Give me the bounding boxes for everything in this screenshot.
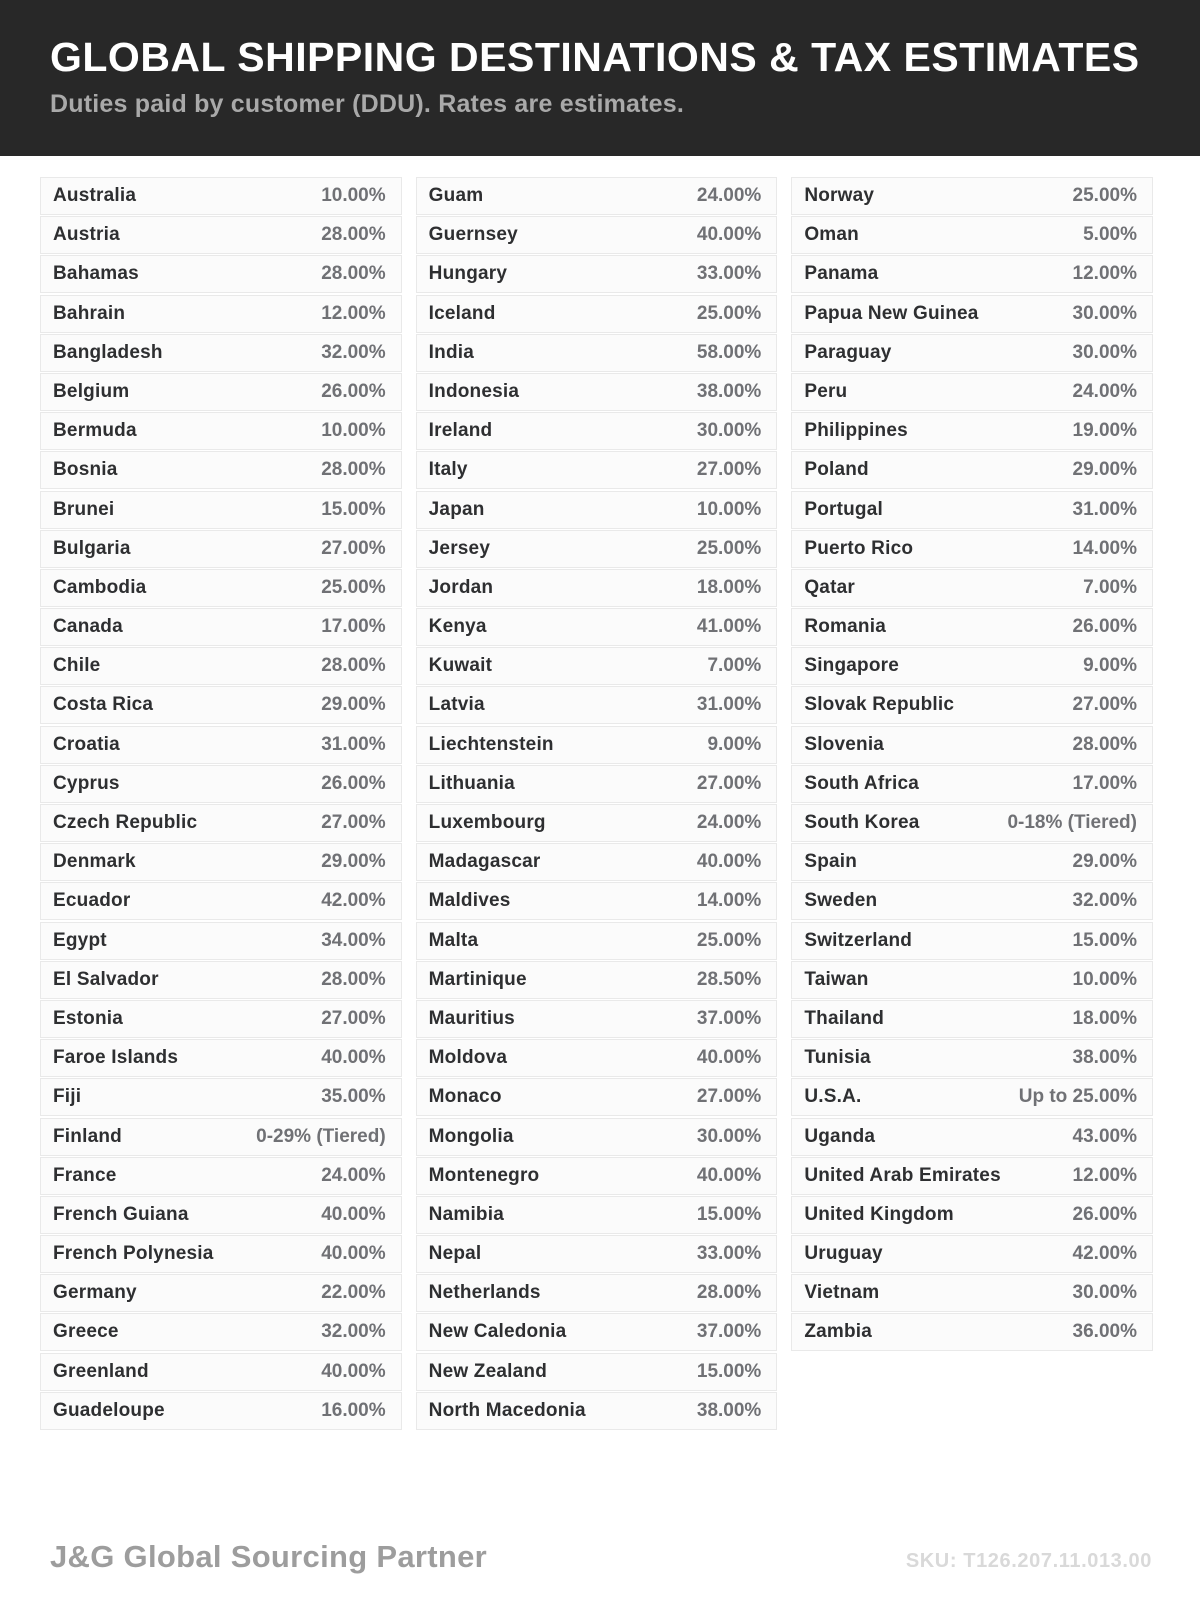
country-name: Qatar bbox=[804, 576, 855, 598]
table-row bbox=[40, 1313, 402, 1351]
tax-rate: 32.00% bbox=[1072, 890, 1137, 912]
tax-rate: 34.00% bbox=[321, 929, 386, 951]
page-footer bbox=[50, 1539, 1152, 1575]
country-name: Zambia bbox=[804, 1321, 873, 1343]
tax-rate: 26.00% bbox=[1072, 1203, 1137, 1225]
tax-rate: 38.00% bbox=[696, 1399, 762, 1421]
country-name: Mauritius bbox=[428, 1007, 515, 1029]
table-row bbox=[416, 569, 778, 607]
page-header bbox=[0, 0, 1200, 156]
table-row bbox=[40, 1118, 402, 1156]
tax-rate: 27.00% bbox=[696, 772, 762, 794]
table-row bbox=[416, 1196, 778, 1234]
table-row bbox=[416, 216, 778, 254]
tax-rate: 25.00% bbox=[696, 302, 762, 324]
rate-column-1 bbox=[40, 177, 402, 1431]
country-name: Faroe Islands bbox=[53, 1047, 179, 1069]
country-name: Sweden bbox=[804, 890, 878, 912]
table-row bbox=[416, 255, 778, 293]
tax-rate: 40.00% bbox=[321, 1047, 386, 1069]
table-row bbox=[40, 686, 402, 724]
tax-rate: 41.00% bbox=[696, 616, 762, 638]
tax-rate: 40.00% bbox=[321, 1243, 386, 1265]
country-name: Namibia bbox=[428, 1203, 504, 1225]
table-row bbox=[40, 177, 402, 215]
tax-rate: 33.00% bbox=[696, 263, 762, 285]
country-name: Bahamas bbox=[53, 263, 139, 285]
country-name: Germany bbox=[53, 1282, 137, 1304]
country-name: Iceland bbox=[428, 302, 496, 324]
tax-rate: 12.00% bbox=[1072, 263, 1137, 285]
country-name: Philippines bbox=[804, 420, 908, 442]
tax-rate: 31.00% bbox=[696, 694, 762, 716]
tax-rate: 31.00% bbox=[1072, 498, 1137, 520]
sku-label: SKU: T126.207.11.013.00 bbox=[905, 1550, 1152, 1572]
tax-rate: Up to 25.00% bbox=[1018, 1086, 1137, 1108]
country-name: Hungary bbox=[428, 263, 508, 285]
table-row bbox=[791, 1118, 1153, 1156]
table-row bbox=[40, 1392, 402, 1430]
tax-rate: 25.00% bbox=[696, 929, 762, 951]
table-row bbox=[40, 843, 402, 881]
tax-rate: 27.00% bbox=[696, 459, 762, 481]
table-row bbox=[416, 1392, 778, 1430]
tax-rate: 40.00% bbox=[696, 851, 762, 873]
table-row bbox=[40, 1196, 402, 1234]
table-row bbox=[416, 1235, 778, 1273]
country-name: Switzerland bbox=[804, 929, 913, 951]
table-row bbox=[416, 1000, 778, 1038]
table-row bbox=[791, 843, 1153, 881]
country-name: El Salvador bbox=[53, 968, 159, 990]
country-name: Maldives bbox=[428, 890, 511, 912]
tax-rate: 31.00% bbox=[321, 733, 386, 755]
tax-rate: 25.00% bbox=[321, 576, 386, 598]
country-name: Canada bbox=[53, 616, 123, 638]
country-name: Montenegro bbox=[428, 1164, 540, 1186]
brand-name: J&G Global Sourcing Partner bbox=[50, 1539, 488, 1574]
country-name: Taiwan bbox=[804, 968, 869, 990]
table-row bbox=[40, 1274, 402, 1312]
country-name: South Africa bbox=[804, 772, 919, 794]
tax-rate: 12.00% bbox=[321, 302, 386, 324]
tax-rate: 40.00% bbox=[696, 1164, 762, 1186]
tax-rate: 26.00% bbox=[321, 380, 386, 402]
tax-rate: 40.00% bbox=[321, 1203, 386, 1225]
country-name: Kuwait bbox=[428, 655, 493, 677]
country-name: Jersey bbox=[428, 537, 491, 559]
tax-rate: 14.00% bbox=[1072, 537, 1137, 559]
table-row bbox=[40, 334, 402, 372]
country-name: Italy bbox=[428, 459, 468, 481]
tax-rate: 29.00% bbox=[321, 694, 386, 716]
country-name: Tunisia bbox=[804, 1047, 871, 1069]
country-name: Croatia bbox=[53, 733, 120, 755]
country-name: India bbox=[428, 341, 474, 363]
table-row bbox=[40, 412, 402, 450]
page-subtitle: Duties paid by customer (DDU). Rates are estimates. bbox=[50, 90, 685, 118]
country-name: Guadeloupe bbox=[53, 1399, 165, 1421]
country-name: Costa Rica bbox=[53, 694, 154, 716]
tax-rate: 5.00% bbox=[1083, 224, 1137, 246]
tax-rate: 27.00% bbox=[1072, 694, 1137, 716]
country-name: Guam bbox=[428, 185, 484, 206]
table-row bbox=[791, 569, 1153, 607]
table-row bbox=[40, 1157, 402, 1195]
country-name: Japan bbox=[428, 498, 485, 520]
table-row bbox=[416, 608, 778, 646]
tax-rate: 30.00% bbox=[1072, 341, 1137, 363]
table-row bbox=[416, 1274, 778, 1312]
tax-rate: 10.00% bbox=[1072, 968, 1137, 990]
tax-rate: 15.00% bbox=[696, 1360, 762, 1382]
table-row bbox=[416, 961, 778, 999]
table-row bbox=[791, 373, 1153, 411]
country-name: New Caledonia bbox=[428, 1321, 567, 1343]
country-name: Slovak Republic bbox=[804, 694, 955, 716]
country-name: Belgium bbox=[53, 380, 130, 402]
country-name: Bosnia bbox=[53, 459, 118, 481]
tax-rate: 30.00% bbox=[1072, 1282, 1137, 1304]
country-name: Denmark bbox=[53, 851, 136, 873]
tax-rate: 37.00% bbox=[696, 1321, 762, 1343]
country-name: Cambodia bbox=[53, 576, 147, 598]
tax-rate: 0-18% (Tiered) bbox=[1007, 812, 1137, 833]
tax-rate: 24.00% bbox=[696, 185, 762, 206]
country-name: Austria bbox=[53, 224, 120, 246]
country-name: Malta bbox=[428, 929, 479, 951]
tax-rate: 24.00% bbox=[321, 1164, 386, 1186]
country-name: Singapore bbox=[804, 655, 900, 677]
table-row bbox=[416, 295, 778, 333]
country-name: French Polynesia bbox=[53, 1243, 214, 1265]
tax-rate: 10.00% bbox=[696, 498, 762, 520]
table-row bbox=[40, 255, 402, 293]
country-name: Egypt bbox=[53, 929, 107, 951]
rate-column-2 bbox=[416, 177, 778, 1431]
country-name: Thailand bbox=[804, 1007, 885, 1029]
table-row bbox=[40, 1235, 402, 1273]
table-row bbox=[791, 1196, 1153, 1234]
country-name: Puerto Rico bbox=[804, 537, 914, 559]
country-name: Romania bbox=[804, 616, 886, 638]
table-row bbox=[791, 765, 1153, 803]
table-row bbox=[791, 1313, 1153, 1351]
country-name: Estonia bbox=[53, 1007, 124, 1029]
country-name: Bermuda bbox=[53, 420, 137, 442]
tax-rate: 17.00% bbox=[321, 616, 386, 638]
tax-rate: 15.00% bbox=[1072, 929, 1137, 951]
table-row bbox=[40, 1353, 402, 1391]
tax-rate: 17.00% bbox=[1072, 772, 1137, 794]
rate-column-3 bbox=[791, 177, 1153, 1353]
table-row bbox=[40, 726, 402, 764]
table-row bbox=[40, 569, 402, 607]
table-row bbox=[791, 686, 1153, 724]
tax-rate: 28.00% bbox=[321, 224, 386, 246]
table-row bbox=[40, 373, 402, 411]
tax-rate: 26.00% bbox=[321, 772, 386, 794]
table-row bbox=[40, 1039, 402, 1077]
table-row bbox=[791, 1157, 1153, 1195]
tax-rate: 7.00% bbox=[1083, 576, 1137, 598]
table-row bbox=[791, 922, 1153, 960]
country-name: Indonesia bbox=[428, 380, 520, 402]
country-name: Paraguay bbox=[804, 341, 892, 363]
tax-rate: 27.00% bbox=[696, 1086, 762, 1108]
table-row bbox=[791, 491, 1153, 529]
table-row bbox=[40, 451, 402, 489]
tax-rate: 27.00% bbox=[321, 1007, 386, 1029]
country-name: Peru bbox=[804, 380, 848, 402]
tax-rate: 30.00% bbox=[1072, 302, 1137, 324]
tax-rate: 16.00% bbox=[321, 1399, 386, 1421]
tax-rate: 32.00% bbox=[321, 341, 386, 363]
tax-rate: 12.00% bbox=[1072, 1164, 1137, 1186]
country-name: Greenland bbox=[53, 1360, 149, 1382]
country-name: Netherlands bbox=[428, 1282, 541, 1304]
tax-rate: 7.00% bbox=[707, 655, 762, 677]
table-row bbox=[791, 530, 1153, 568]
table-row bbox=[416, 1118, 778, 1156]
table-row bbox=[40, 216, 402, 254]
country-name: Liechtenstein bbox=[428, 733, 554, 755]
country-name: South Korea bbox=[804, 812, 920, 833]
tax-rate: 28.50% bbox=[696, 968, 762, 990]
country-name: Brunei bbox=[53, 498, 115, 520]
country-name: United Kingdom bbox=[804, 1203, 954, 1225]
country-name: Monaco bbox=[428, 1086, 502, 1108]
tax-rate: 18.00% bbox=[696, 576, 762, 598]
country-name: Portugal bbox=[804, 498, 883, 520]
country-name: Nepal bbox=[428, 1243, 482, 1265]
country-name: Fiji bbox=[53, 1086, 82, 1108]
tax-rate: 33.00% bbox=[696, 1243, 762, 1265]
tax-rate: 28.00% bbox=[321, 968, 386, 990]
country-name: France bbox=[53, 1164, 117, 1186]
table-row bbox=[791, 1274, 1153, 1312]
country-name: Moldova bbox=[428, 1047, 508, 1069]
table-row bbox=[40, 530, 402, 568]
tax-rate: 24.00% bbox=[696, 812, 762, 833]
tax-rate: 22.00% bbox=[321, 1282, 386, 1304]
table-row bbox=[791, 647, 1153, 685]
tax-rate: 29.00% bbox=[321, 851, 386, 873]
tax-rate: 28.00% bbox=[1072, 733, 1137, 755]
table-row bbox=[40, 608, 402, 646]
tax-rate: 40.00% bbox=[321, 1360, 386, 1382]
table-row bbox=[416, 686, 778, 724]
tax-rate: 37.00% bbox=[696, 1007, 762, 1029]
tax-rate: 36.00% bbox=[1072, 1321, 1137, 1343]
table-row bbox=[416, 373, 778, 411]
tax-rate: 58.00% bbox=[696, 341, 762, 363]
country-name: New Zealand bbox=[428, 1360, 547, 1382]
table-row bbox=[416, 1078, 778, 1116]
country-name: Australia bbox=[53, 185, 137, 206]
tax-rate: 28.00% bbox=[321, 655, 386, 677]
page-title: GLOBAL SHIPPING DESTINATIONS & TAX ESTIMATES bbox=[50, 34, 1140, 80]
country-name: Spain bbox=[804, 851, 858, 873]
table-row bbox=[416, 1353, 778, 1391]
tax-rate: 27.00% bbox=[321, 537, 386, 559]
table-row bbox=[416, 491, 778, 529]
tax-rate: 43.00% bbox=[1072, 1125, 1137, 1147]
table-row bbox=[40, 491, 402, 529]
tax-rate: 0-29% (Tiered) bbox=[256, 1125, 386, 1147]
table-row bbox=[791, 1000, 1153, 1038]
tax-rate: 25.00% bbox=[696, 537, 762, 559]
country-name: Poland bbox=[804, 459, 869, 481]
country-name: Martinique bbox=[428, 968, 527, 990]
table-row bbox=[791, 216, 1153, 254]
table-row bbox=[40, 961, 402, 999]
table-row bbox=[791, 804, 1153, 842]
country-name: Chile bbox=[53, 655, 101, 677]
country-name: Oman bbox=[804, 224, 859, 246]
table-row bbox=[40, 647, 402, 685]
tax-rate: 35.00% bbox=[321, 1086, 386, 1108]
tax-rate: 29.00% bbox=[1072, 851, 1137, 873]
country-name: Ecuador bbox=[53, 890, 131, 912]
table-row bbox=[40, 882, 402, 920]
table-row bbox=[791, 1078, 1153, 1116]
country-name: Guernsey bbox=[428, 224, 518, 246]
table-row bbox=[416, 726, 778, 764]
tax-rate: 14.00% bbox=[696, 890, 762, 912]
tax-rate: 40.00% bbox=[696, 224, 762, 246]
tax-rate: 10.00% bbox=[321, 420, 386, 442]
tax-rate: 42.00% bbox=[1072, 1243, 1137, 1265]
table-row bbox=[416, 412, 778, 450]
tax-rate: 28.00% bbox=[696, 1282, 762, 1304]
table-row bbox=[791, 412, 1153, 450]
country-name: Latvia bbox=[428, 694, 485, 716]
table-row bbox=[416, 765, 778, 803]
table-row bbox=[416, 334, 778, 372]
table-row bbox=[416, 882, 778, 920]
country-name: Greece bbox=[53, 1321, 119, 1343]
table-row bbox=[791, 608, 1153, 646]
table-row bbox=[40, 922, 402, 960]
country-name: Mongolia bbox=[428, 1125, 514, 1147]
tax-rate: 27.00% bbox=[321, 812, 386, 833]
tax-rate: 9.00% bbox=[707, 733, 762, 755]
country-name: Cyprus bbox=[53, 772, 120, 794]
rates-table bbox=[40, 177, 1153, 1431]
table-row bbox=[791, 882, 1153, 920]
table-row bbox=[40, 1078, 402, 1116]
tax-rate: 40.00% bbox=[696, 1047, 762, 1069]
country-name: Finland bbox=[53, 1125, 122, 1147]
country-name: Kenya bbox=[428, 616, 487, 638]
table-row bbox=[416, 922, 778, 960]
tax-rate: 30.00% bbox=[696, 1125, 762, 1147]
country-name: Papua New Guinea bbox=[804, 302, 979, 324]
country-name: Bahrain bbox=[53, 302, 126, 324]
country-name: Madagascar bbox=[428, 851, 541, 873]
country-name: Uganda bbox=[804, 1125, 876, 1147]
table-row bbox=[791, 295, 1153, 333]
tax-rate: 38.00% bbox=[696, 380, 762, 402]
table-row bbox=[416, 843, 778, 881]
table-row bbox=[416, 530, 778, 568]
tax-rate: 28.00% bbox=[321, 459, 386, 481]
table-row bbox=[40, 1000, 402, 1038]
table-row bbox=[416, 1157, 778, 1195]
table-row bbox=[791, 726, 1153, 764]
tax-rate: 32.00% bbox=[321, 1321, 386, 1343]
tax-rate: 38.00% bbox=[1072, 1047, 1137, 1069]
tax-rate: 15.00% bbox=[321, 498, 386, 520]
table-row bbox=[40, 765, 402, 803]
table-row bbox=[791, 451, 1153, 489]
tax-rate: 42.00% bbox=[321, 890, 386, 912]
tax-rate: 18.00% bbox=[1072, 1007, 1137, 1029]
tax-rate: 25.00% bbox=[1072, 185, 1137, 206]
tax-rate: 10.00% bbox=[321, 185, 386, 206]
table-row bbox=[40, 804, 402, 842]
table-row bbox=[416, 1039, 778, 1077]
country-name: Bulgaria bbox=[53, 537, 131, 559]
country-name: Norway bbox=[804, 185, 875, 206]
table-row bbox=[40, 295, 402, 333]
table-row bbox=[416, 177, 778, 215]
table-row bbox=[416, 804, 778, 842]
table-row bbox=[791, 177, 1153, 215]
tax-rate: 9.00% bbox=[1083, 655, 1137, 677]
table-row bbox=[416, 451, 778, 489]
table-row bbox=[791, 1039, 1153, 1077]
country-name: U.S.A. bbox=[804, 1086, 862, 1108]
country-name: North Macedonia bbox=[428, 1399, 586, 1421]
table-row bbox=[791, 961, 1153, 999]
country-name: United Arab Emirates bbox=[804, 1164, 1001, 1186]
country-name: Panama bbox=[804, 263, 879, 285]
country-name: Czech Republic bbox=[53, 812, 198, 833]
tax-rate: 26.00% bbox=[1072, 616, 1137, 638]
table-row bbox=[791, 255, 1153, 293]
country-name: Vietnam bbox=[804, 1282, 880, 1304]
country-name: French Guiana bbox=[53, 1203, 189, 1225]
country-name: Uruguay bbox=[804, 1243, 883, 1265]
tax-rate: 15.00% bbox=[696, 1203, 762, 1225]
tax-rate: 30.00% bbox=[696, 420, 762, 442]
country-name: Ireland bbox=[428, 420, 493, 442]
table-row bbox=[416, 1313, 778, 1351]
country-name: Jordan bbox=[428, 576, 494, 598]
country-name: Slovenia bbox=[804, 733, 885, 755]
country-name: Lithuania bbox=[428, 772, 515, 794]
tax-rate: 19.00% bbox=[1072, 420, 1137, 442]
table-row bbox=[791, 1235, 1153, 1273]
country-name: Bangladesh bbox=[53, 341, 163, 363]
tax-rate: 29.00% bbox=[1072, 459, 1137, 481]
table-row bbox=[791, 334, 1153, 372]
country-name: Luxembourg bbox=[428, 812, 546, 833]
tax-rate: 28.00% bbox=[321, 263, 386, 285]
table-row bbox=[416, 647, 778, 685]
tax-rate: 24.00% bbox=[1072, 380, 1137, 402]
